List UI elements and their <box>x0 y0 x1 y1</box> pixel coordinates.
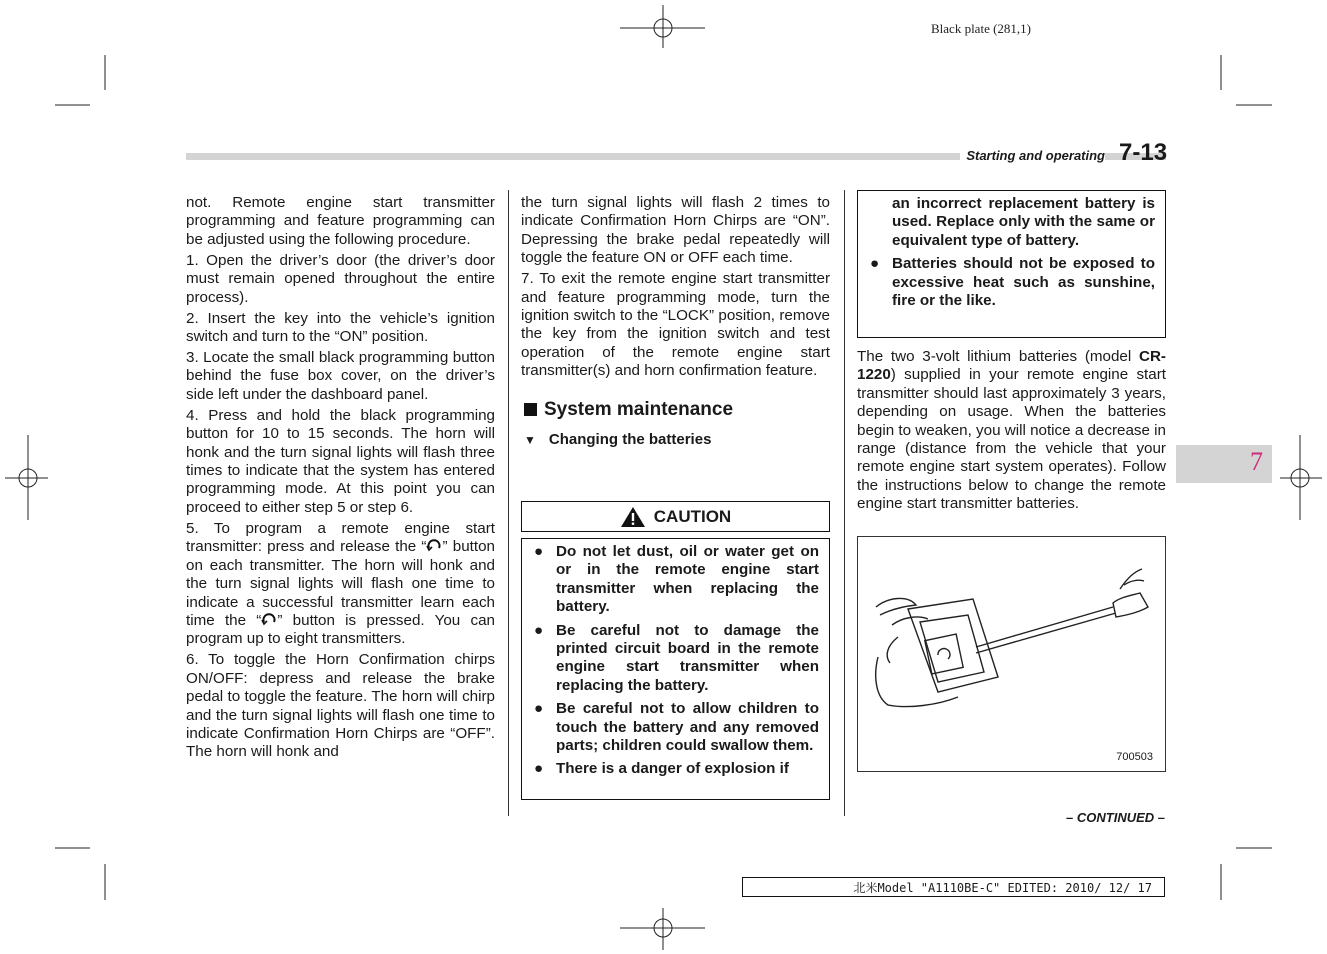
bullet-icon: ● <box>534 543 544 560</box>
caution-title: CAUTION <box>653 506 732 526</box>
step-5-text: ” button on each transmitter. The horn will honk and the turn signal lights will flash one time to indicate a successful transmitter learn each time the “ <box>186 538 495 629</box>
subsection-title: Changing the batteries <box>548 431 712 449</box>
square-bullet-icon <box>524 403 537 416</box>
step-5 <box>186 520 495 649</box>
step-1: 1. Open the driver’s door (the driver’s door must remain opened throughout the entire process). <box>186 251 495 306</box>
caution-text: There is a danger of explosion if <box>556 760 789 778</box>
section-label: Starting and operating <box>960 148 1105 163</box>
column-divider <box>844 190 845 816</box>
caution-item <box>858 255 1155 310</box>
battery-text: ) supplied in your remote engine start transmitter should last approximately 3 years, depending on usage. When the batteries begin to weaken, you will notice a decrease in range (distance from the vehicle that your remote engine start system operates). Follow the instructions below to change the remote engine start transmitter batteries. <box>857 366 1167 513</box>
caution-item <box>522 543 819 617</box>
continued-label: – CONTINUED – <box>1066 810 1165 825</box>
step-7: 7. To exit the remote engine start transmitter and feature programming mode, turn the ignition switch to the “LOCK” position, remove the key from the ignition switch and test operation of the remote engine start transmitter(s) and horn confirmation feature. <box>521 270 830 380</box>
footer-edit-info: 北米Model "A1110BE-C" EDITED: 2010/ 12/ 17 <box>742 877 1165 897</box>
caution-item <box>522 760 819 778</box>
bullet-icon: ● <box>534 760 544 778</box>
caution-header <box>521 501 830 532</box>
step-2: 2. Insert the key into the vehicle’s ignition switch and turn to the “ON” position. <box>186 309 495 346</box>
column-divider <box>508 190 509 816</box>
caution-item <box>522 622 819 696</box>
caution-text: Be careful not to allow children to touch the battery and any removed parts; children could swallow them. <box>556 700 819 755</box>
section-heading <box>521 398 830 420</box>
column-3 <box>857 348 1166 516</box>
battery-text: The two 3-volt lithium batteries (model <box>857 348 1139 365</box>
warning-triangle-icon <box>620 506 646 528</box>
battery-paragraph <box>857 348 1166 514</box>
caution-text: Be careful not to damage the printed circuit board in the remote engine start transmitter when replacing the battery. <box>556 621 819 694</box>
caution-box-continued <box>857 190 1166 338</box>
section-title: System maintenance <box>544 398 734 420</box>
paragraph: the turn signal lights will flash 2 times to indicate Confirmation Horn Chirps are “ON”. Depressing the brake pedal repeatedly will toggle the feature ON or OFF each time. <box>521 194 830 267</box>
figure-code: 700503 <box>1116 751 1153 763</box>
caution-box <box>521 538 830 800</box>
step-5-text: 5. To program a remote engine start transmitter: press and release the “ <box>186 519 495 556</box>
remote-start-icon <box>426 538 442 553</box>
battery-model: CR-1220 <box>857 348 1166 384</box>
page-number: 7-13 <box>1119 139 1168 166</box>
bullet-icon: ● <box>534 621 544 639</box>
column-2 <box>521 194 830 449</box>
caution-item <box>522 700 819 755</box>
caution-text: an incorrect replacement battery is used. Replace only with the same or equivalent type of battery. <box>892 195 1155 249</box>
plate-label: Black plate (281,1) <box>931 21 1031 36</box>
bullet-icon: ● <box>534 700 544 718</box>
chapter-tab <box>1176 445 1272 483</box>
caution-text: Do not let dust, oil or water get on or in the remote engine start transmitter when replacing the battery. <box>556 543 819 616</box>
column-1 <box>186 194 495 764</box>
step-5-text: ” button is pressed. You can program up to eight transmitters. <box>186 611 495 648</box>
remote-start-icon <box>261 612 277 627</box>
bullet-icon: ● <box>870 255 880 273</box>
battery-illustration <box>857 536 1166 772</box>
transmitter-illustration <box>858 537 1165 771</box>
step-4: 4. Press and hold the black programming button for 10 to 15 seconds. The horn will honk and the turn signal lights will flash three times to indicate that the system has entered programming mode. At this point you can proceed to either step 5 or step 6. <box>186 406 495 516</box>
subsection-heading <box>521 431 830 449</box>
caution-text: Batteries should not be exposed to excessive heat such as sunshine, fire or the like. <box>892 255 1155 310</box>
paragraph: not. Remote engine start transmitter programming and feature programming can be adjusted using the following procedure. <box>186 194 495 248</box>
triangle-bullet-icon: ▼ <box>524 433 536 448</box>
chapter-number: 7 <box>1250 447 1263 476</box>
step-6: 6. To toggle the Horn Confirmation chirps ON/OFF: depress and release the brake pedal to toggle the feature. The horn will chirp and the turn signal lights will flash one time to indicate Confirmation Horn Chirps are “OFF”. The horn will honk and <box>186 651 495 761</box>
step-3: 3. Locate the small black programming button behind the fuse box cover, on the driver’s side left under the dashboard panel. <box>186 349 495 403</box>
